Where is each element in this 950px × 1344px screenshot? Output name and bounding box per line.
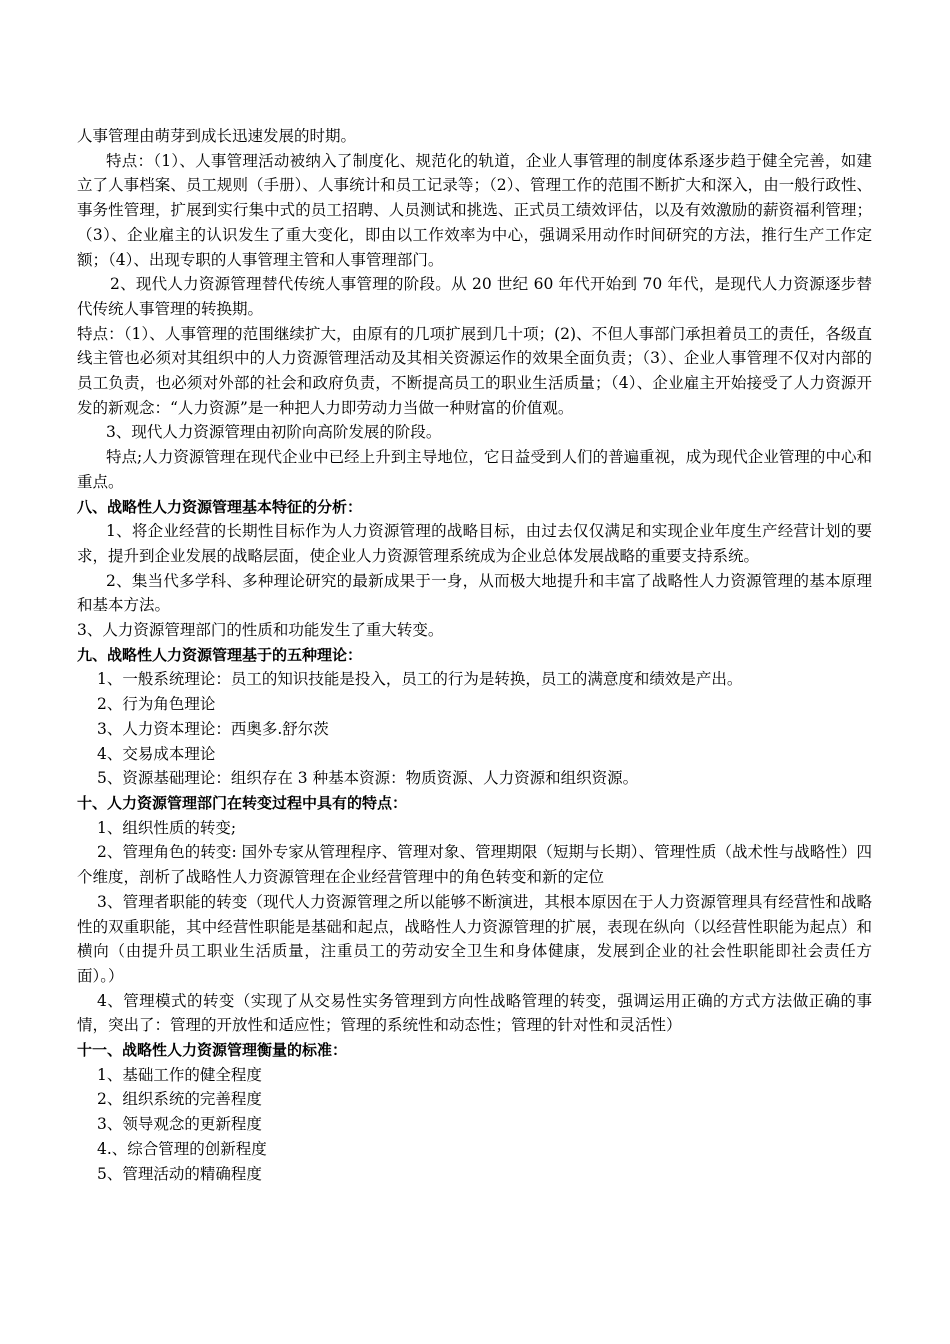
- list-item: 1、一般系统理论：员工的知识技能是投入，员工的行为是转换，员工的满意度和绩效是产出。: [97, 670, 743, 689]
- paragraph: 特点：（1）、人事管理活动被纳入了制度化、规范化的轨道，企业人事管理的制度体系逐步趋于健全完善，如建立了人事档案、员工规则（手册）、人事统计和员工记录等；（2）、管理工作的范围不断扩大和深入，由一般行政性、事务性管理，扩展到实行集中式的员工招聘、人员测试和挑选、正式员工绩效评估，以及有效激励的薪资福利管理；（3）、企业雇主的认识发生了重大变化，即由以工作效率为中心，强调采用动作时间研究的方法，推行生产工作定额；（4）、出现专职的人事管理主管和人事管理部门。: [77, 151, 872, 269]
- list-item: 3、管理者职能的转变（现代人力资源管理之所以能够不断演进，其根本原因在于人力资源管理具有经营性和战略性的双重职能，其中经营性职能是基础和起点，战略性人力资源管理的扩展，表现在纵向（以经营性职能为起点）和横向（由提升员工职业生活质量，注重员工的劳动安全卫生和身体健康，发展到企业的社会性职能即社会责任方面）。）: [77, 892, 872, 985]
- list-item: 2、行为角色理论: [97, 695, 216, 714]
- section-heading: 十、人力资源管理部门在转变过程中具有的特点：: [77, 793, 408, 812]
- paragraph: 特点：（1）、人事管理的范围继续扩大，由原有的几项扩展到几十项；(2)、不但人事部门承担着员工的责任，各级直线主管也必须对其组织中的人力资源管理活动及其相关资源运作的效果全面负责；（3）、企业人事管理不仅对内部的员工负责，也必须对外部的社会和政府负责，不断提高员工的职业生活质量；（4）、企业雇主开始接受了人力资源开发的新观念：“人力资源”是一种把人力即劳动力当做一种财富的价值观。: [77, 324, 872, 417]
- section-heading: 十一、战略性人力资源管理衡量的标准：: [77, 1041, 348, 1060]
- list-item: 3、人力资本理论：西奥多.舒尔茨: [97, 719, 329, 738]
- paragraph: 2、现代人力资源管理替代传统人事管理的阶段。从 20 世纪 60 年代开始到 70 年代，是现代人力资源逐步替代传统人事管理的转换期。: [77, 275, 872, 318]
- list-item: 3、领导观念的更新程度: [97, 1115, 262, 1134]
- list-item: 2、组织系统的完善程度: [97, 1090, 262, 1109]
- list-item: 1、基础工作的健全程度: [97, 1065, 262, 1084]
- paragraph: 2、集当代多学科、多种理论研究的最新成果于一身，从而极大地提升和丰富了战略性人力资源管理的基本原理和基本方法。: [77, 571, 872, 615]
- list-item: 4、交易成本理论: [97, 744, 216, 763]
- paragraph: 1、将企业经营的长期性目标作为人力资源管理的战略目标，由过去仅仅满足和实现企业年度生产经营计划的要求，提升到企业发展的战略层面，使企业人力资源管理系统成为企业总体发展战略的重要支持系统。: [77, 522, 872, 565]
- section-heading: 八、战略性人力资源管理基本特征的分析：: [77, 497, 363, 516]
- paragraph: 3、现代人力资源管理由初阶向高阶发展的阶段。: [106, 423, 442, 442]
- list-item: 5、管理活动的精确程度: [97, 1164, 262, 1183]
- list-item: 4、管理模式的转变（实现了从交易性实务管理到方向性战略管理的转变，强调运用正确的方式方法做正确的事情，突出了：管理的开放性和适应性；管理的系统性和动态性；管理的针对性和灵活性）: [77, 991, 872, 1035]
- section-heading: 九、战略性人力资源管理基于的五种理论：: [77, 645, 363, 664]
- paragraph: 3、人力资源管理部门的性质和功能发生了重大转变。: [77, 621, 444, 640]
- paragraph: 特点;人力资源管理在现代企业中已经上升到主导地位，它日益受到人们的普遍重视，成为现代企业管理的中心和重点。: [77, 448, 872, 491]
- list-item: 5、资源基础理论：组织存在 3 种基本资源：物质资源、人力资源和组织资源。: [97, 769, 639, 788]
- paragraph: 人事管理由萌芽到成长迅速发展的时期。: [77, 127, 357, 145]
- document-body: [77, 124, 872, 1186]
- list-item: 2、管理角色的转变: 国外专家从管理程序、管理对象、管理期限（短期与长期）、管理性质（战术性与战略性）四个维度，剖析了战略性人力资源管理在企业经营管理中的角色转变和新的定位: [77, 843, 872, 887]
- list-item: 1、组织性质的转变;: [97, 818, 237, 837]
- list-item: 4.、综合管理的创新程度: [97, 1139, 267, 1158]
